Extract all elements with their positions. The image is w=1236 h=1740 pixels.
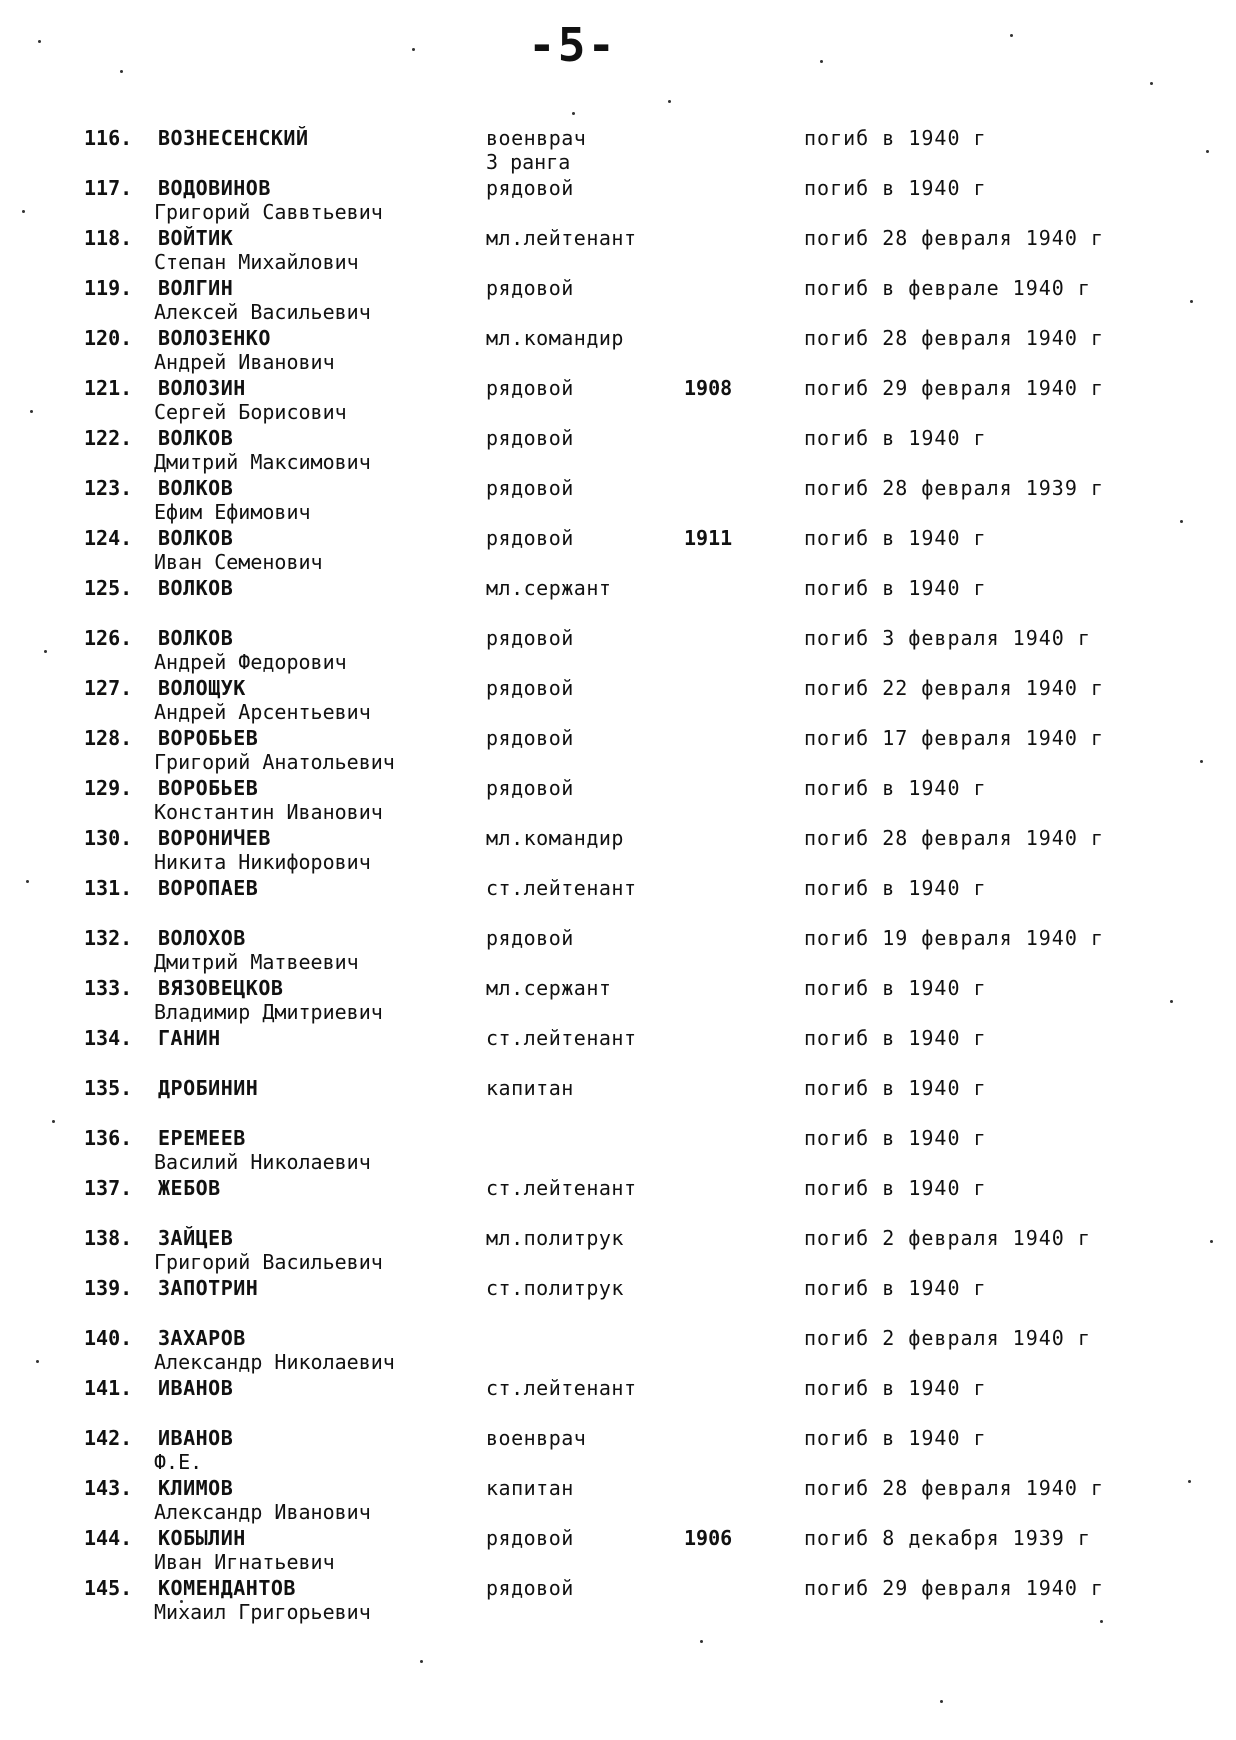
entry-rank: мл.политрук xyxy=(486,1226,624,1250)
entry-fate: погиб в 1940 г xyxy=(804,776,987,800)
entry-rank: рядовой xyxy=(486,926,574,950)
entry-fate: погиб в феврале 1940 г xyxy=(804,276,1091,300)
entry-fate: погиб 28 февраля 1940 г xyxy=(804,226,1104,250)
entry-rank: рядовой xyxy=(486,776,574,800)
entry-fate: погиб в 1940 г xyxy=(804,576,987,600)
list-item xyxy=(0,1276,1236,1326)
entry-surname: ЕРЕМЕЕВ xyxy=(158,1126,246,1150)
entry-surname: ВОРОБЬЕВ xyxy=(158,726,259,750)
entry-number: 118. xyxy=(84,226,133,250)
entry-fate: погиб 29 февраля 1940 г xyxy=(804,1576,1104,1600)
entry-surname: ВОЛГИН xyxy=(158,276,234,300)
entry-number: 143. xyxy=(84,1476,133,1500)
entry-surname: ЗАЙЦЕВ xyxy=(158,1226,234,1250)
entry-surname: ДРОБИНИН xyxy=(158,1076,259,1100)
entry-fate: погиб 2 февраля 1940 г xyxy=(804,1226,1091,1250)
entry-fate: погиб в 1940 г xyxy=(804,1426,987,1450)
entry-rank: военврач xyxy=(486,1426,587,1450)
entry-rank: рядовой xyxy=(486,676,574,700)
entry-fate: погиб 28 февраля 1940 г xyxy=(804,326,1104,350)
entry-given-name: Андрей Иванович xyxy=(154,350,335,374)
entry-surname: ИВАНОВ xyxy=(158,1376,234,1400)
entry-number: 129. xyxy=(84,776,133,800)
entry-surname: ВОРОНИЧЕВ xyxy=(158,826,271,850)
entry-fate: погиб в 1940 г xyxy=(804,1126,987,1150)
entry-rank: рядовой xyxy=(486,426,574,450)
entry-fate: погиб 28 февраля 1940 г xyxy=(804,826,1104,850)
entry-given-name: Владимир Дмитриевич xyxy=(154,1000,383,1024)
entry-number: 119. xyxy=(84,276,133,300)
entry-given-name: Сергей Борисович xyxy=(154,400,347,424)
entry-surname: КОМЕНДАНТОВ xyxy=(158,1576,296,1600)
entry-number: 128. xyxy=(84,726,133,750)
entry-number: 126. xyxy=(84,626,133,650)
entry-fate: погиб 29 февраля 1940 г xyxy=(804,376,1104,400)
entry-surname: КЛИМОВ xyxy=(158,1476,234,1500)
entry-number: 125. xyxy=(84,576,133,600)
list-item xyxy=(0,576,1236,626)
entry-rank: мл.лейтенант xyxy=(486,226,637,250)
list-item xyxy=(0,626,1236,676)
entry-fate: погиб 28 февраля 1940 г xyxy=(804,1476,1104,1500)
entry-number: 133. xyxy=(84,976,133,1000)
entry-surname: ВОЛОХОВ xyxy=(158,926,246,950)
list-item xyxy=(0,726,1236,776)
entry-fate: погиб в 1940 г xyxy=(804,1176,987,1200)
list-item xyxy=(0,1226,1236,1276)
entry-surname: ВОЛОЩУК xyxy=(158,676,246,700)
entry-given-name: Иван Игнатьевич xyxy=(154,1550,335,1574)
list-item xyxy=(0,1426,1236,1476)
entry-fate: погиб в 1940 г xyxy=(804,1276,987,1300)
entry-surname: ВОЛКОВ xyxy=(158,476,234,500)
entry-birth-year: 1911 xyxy=(684,526,733,550)
entry-number: 131. xyxy=(84,876,133,900)
entry-fate: погиб в 1940 г xyxy=(804,1376,987,1400)
list-item xyxy=(0,376,1236,426)
entry-fate: погиб в 1940 г xyxy=(804,126,987,150)
entry-rank: рядовой xyxy=(486,376,574,400)
entry-rank: капитан xyxy=(486,1476,574,1500)
entry-rank: ст.лейтенант xyxy=(486,1026,637,1050)
entry-surname: ВОЛОЗИН xyxy=(158,376,246,400)
entry-surname: КОБЫЛИН xyxy=(158,1526,246,1550)
entry-fate: погиб 28 февраля 1939 г xyxy=(804,476,1104,500)
entry-surname: ВОЛОЗЕНКО xyxy=(158,326,271,350)
entry-surname: ВОЛКОВ xyxy=(158,626,234,650)
entry-surname: ГАНИН xyxy=(158,1026,221,1050)
entry-number: 144. xyxy=(84,1526,133,1550)
entry-number: 138. xyxy=(84,1226,133,1250)
entry-surname: ЗАПОТРИН xyxy=(158,1276,259,1300)
entry-surname: ВЯЗОВЕЦКОВ xyxy=(158,976,284,1000)
entry-given-name: Никита Никифорович xyxy=(154,850,371,874)
entry-fate: погиб в 1940 г xyxy=(804,176,987,200)
list-item xyxy=(0,1126,1236,1176)
list-item xyxy=(0,426,1236,476)
list-item xyxy=(0,1326,1236,1376)
entry-rank: мл.командир xyxy=(486,826,624,850)
entry-given-name: Андрей Федорович xyxy=(154,650,347,674)
list-item xyxy=(0,1076,1236,1126)
list-item xyxy=(0,976,1236,1026)
list-item xyxy=(0,1176,1236,1226)
entry-number: 140. xyxy=(84,1326,133,1350)
entry-given-name: Иван Семенович xyxy=(154,550,323,574)
entry-number: 127. xyxy=(84,676,133,700)
entry-number: 142. xyxy=(84,1426,133,1450)
entry-birth-year: 1906 xyxy=(684,1526,733,1550)
entry-rank: ст.лейтенант xyxy=(486,1376,637,1400)
entry-given-name: Дмитрий Матвеевич xyxy=(154,950,359,974)
entry-given-name: Василий Николаевич xyxy=(154,1150,371,1174)
entry-fate: погиб 3 февраля 1940 г xyxy=(804,626,1091,650)
entry-rank-continuation: 3 ранга xyxy=(486,150,571,174)
entry-number: 145. xyxy=(84,1576,133,1600)
entry-surname: ВОРОПАЕВ xyxy=(158,876,259,900)
entry-rank: ст.лейтенант xyxy=(486,1176,637,1200)
entry-rank: мл.сержант xyxy=(486,576,612,600)
entry-number: 134. xyxy=(84,1026,133,1050)
entry-fate: погиб в 1940 г xyxy=(804,876,987,900)
list-item xyxy=(0,676,1236,726)
entry-number: 116. xyxy=(84,126,133,150)
list-item xyxy=(0,776,1236,826)
entry-surname: ВОЛКОВ xyxy=(158,426,234,450)
entry-number: 120. xyxy=(84,326,133,350)
entry-rank: мл.сержант xyxy=(486,976,612,1000)
list-item xyxy=(0,276,1236,326)
list-item xyxy=(0,926,1236,976)
entry-fate: погиб в 1940 г xyxy=(804,426,987,450)
list-item xyxy=(0,1526,1236,1576)
entry-number: 130. xyxy=(84,826,133,850)
list-item xyxy=(0,1026,1236,1076)
entry-rank: рядовой xyxy=(486,726,574,750)
entry-fate: погиб в 1940 г xyxy=(804,1076,987,1100)
entry-given-name: Григорий Анатольевич xyxy=(154,750,395,774)
entry-given-name: Александр Иванович xyxy=(154,1500,371,1524)
entry-given-name: Алексей Васильевич xyxy=(154,300,371,324)
entry-number: 122. xyxy=(84,426,133,450)
entry-surname: ИВАНОВ xyxy=(158,1426,234,1450)
list-item xyxy=(0,176,1236,226)
entry-given-name: Григорий Васильевич xyxy=(154,1250,383,1274)
entry-given-name: Григорий Саввтьевич xyxy=(154,200,383,224)
entry-rank: рядовой xyxy=(486,526,574,550)
list-item xyxy=(0,1576,1236,1626)
entry-fate: погиб 8 декабря 1939 г xyxy=(804,1526,1091,1550)
entry-rank: рядовой xyxy=(486,626,574,650)
entry-number: 117. xyxy=(84,176,133,200)
entry-given-name: Ефим Ефимович xyxy=(154,500,311,524)
entry-given-name: Степан Михайлович xyxy=(154,250,359,274)
entry-rank: ст.политрук xyxy=(486,1276,624,1300)
list-item xyxy=(0,526,1236,576)
entry-rank: рядовой xyxy=(486,476,574,500)
entry-number: 135. xyxy=(84,1076,133,1100)
casualty-list xyxy=(0,126,1236,1626)
entry-given-name: Михаил Григорьевич xyxy=(154,1600,371,1624)
entry-surname: ВОРОБЬЕВ xyxy=(158,776,259,800)
entry-given-name: Константин Иванович xyxy=(154,800,383,824)
entry-rank: рядовой xyxy=(486,1576,574,1600)
entry-rank: мл.командир xyxy=(486,326,624,350)
entry-rank: рядовой xyxy=(486,1526,574,1550)
entry-rank: ст.лейтенант xyxy=(486,876,637,900)
entry-number: 132. xyxy=(84,926,133,950)
entry-rank: капитан xyxy=(486,1076,574,1100)
entry-surname: ВОДОВИНОВ xyxy=(158,176,271,200)
entry-number: 136. xyxy=(84,1126,133,1150)
entry-fate: погиб 22 февраля 1940 г xyxy=(804,676,1104,700)
entry-fate: погиб в 1940 г xyxy=(804,1026,987,1050)
list-item xyxy=(0,1476,1236,1526)
entry-given-name: Дмитрий Максимович xyxy=(154,450,371,474)
entry-number: 123. xyxy=(84,476,133,500)
entry-fate: погиб в 1940 г xyxy=(804,976,987,1000)
page-number: -5- xyxy=(528,18,618,72)
entry-given-name: Андрей Арсентьевич xyxy=(154,700,371,724)
entry-surname: ВОЛКОВ xyxy=(158,526,234,550)
entry-fate: погиб 2 февраля 1940 г xyxy=(804,1326,1091,1350)
entry-surname: ЖЕБОВ xyxy=(158,1176,221,1200)
entry-given-name: Ф.Е. xyxy=(154,1450,203,1474)
list-item xyxy=(0,476,1236,526)
entry-rank: военврач xyxy=(486,126,587,150)
entry-surname: ВОЙТИК xyxy=(158,226,234,250)
entry-fate: погиб в 1940 г xyxy=(804,526,987,550)
list-item xyxy=(0,826,1236,876)
entry-surname: ЗАХАРОВ xyxy=(158,1326,246,1350)
list-item xyxy=(0,126,1236,176)
entry-rank: рядовой xyxy=(486,176,574,200)
entry-surname: ВОЗНЕСЕНСКИЙ xyxy=(158,126,309,150)
entry-number: 124. xyxy=(84,526,133,550)
entry-birth-year: 1908 xyxy=(684,376,733,400)
list-item xyxy=(0,226,1236,276)
entry-number: 121. xyxy=(84,376,133,400)
entry-number: 141. xyxy=(84,1376,133,1400)
entry-rank: рядовой xyxy=(486,276,574,300)
entry-fate: погиб 17 февраля 1940 г xyxy=(804,726,1104,750)
list-item xyxy=(0,1376,1236,1426)
entry-fate: погиб 19 февраля 1940 г xyxy=(804,926,1104,950)
list-item xyxy=(0,326,1236,376)
list-item xyxy=(0,876,1236,926)
entry-surname: ВОЛКОВ xyxy=(158,576,234,600)
entry-number: 139. xyxy=(84,1276,133,1300)
entry-given-name: Александр Николаевич xyxy=(154,1350,395,1374)
entry-number: 137. xyxy=(84,1176,133,1200)
